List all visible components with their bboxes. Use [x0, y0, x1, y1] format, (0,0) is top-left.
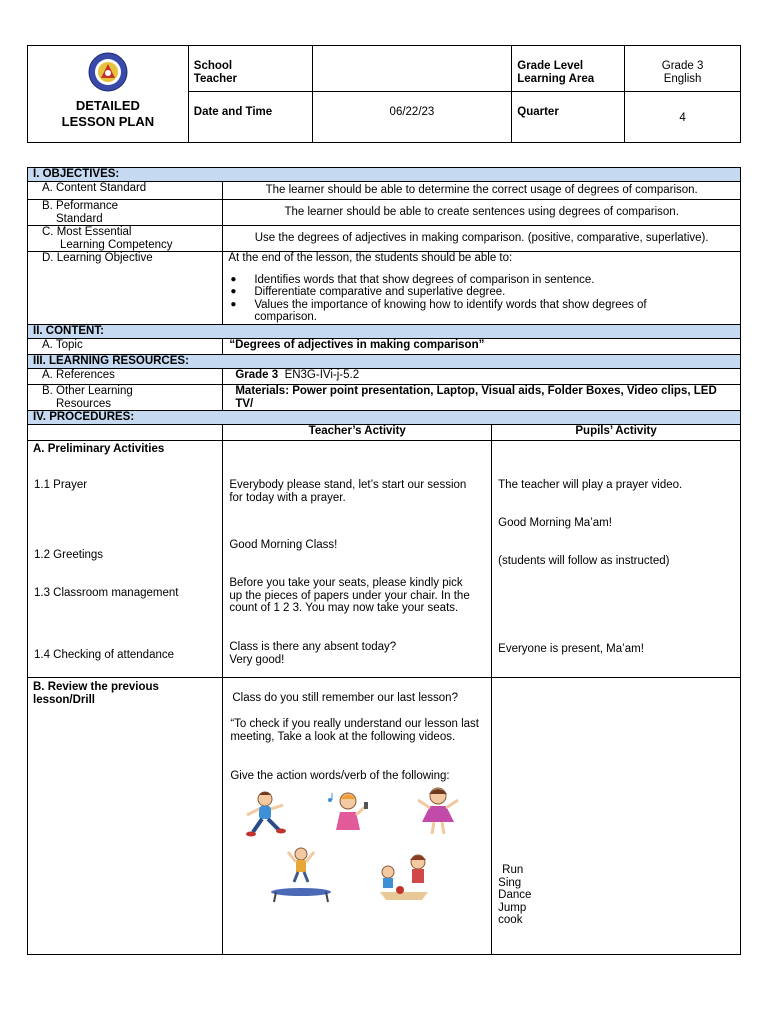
- teacher-preliminary-cell: [223, 441, 492, 678]
- other-resources-value: Materials: Power point presentation, Laptop, Visual aids, Folder Boxes, Video clips, LED TV/: [223, 385, 741, 411]
- topic-value: “Degrees of adjectives in making comparison”: [223, 339, 741, 355]
- learning-objective-cell: [223, 252, 741, 325]
- preliminary-activities-label: A. Preliminary Activities: [33, 443, 165, 455]
- pupil-preliminary-cell: [492, 441, 741, 678]
- preliminary-activities-cell: [28, 441, 223, 678]
- doc-title-line1: DETAILED: [75, 97, 140, 113]
- melc-value: Use the degrees of adjectives in making comparison. (positive, comparative, superlative).: [223, 226, 741, 252]
- teacher-activity-header: Teacher’s Activity: [223, 425, 492, 441]
- learning-objective-intro: At the end of the lesson, the students should be able to:: [228, 252, 513, 264]
- cooking-kids-picture: [370, 850, 440, 904]
- references-label: A. References: [28, 369, 223, 385]
- melc-label: C. Most Essential Learning Competency: [28, 226, 223, 252]
- performance-standard-label: B. Peformance Standard: [28, 200, 223, 226]
- jumping-kid-picture: [266, 846, 336, 904]
- topic-label: A. Topic: [28, 339, 223, 355]
- grade-level-label: Grade Level: [517, 60, 584, 72]
- answer-item: Jump: [498, 901, 527, 914]
- quarter-label: Quarter: [512, 92, 625, 143]
- title-cell: [28, 46, 189, 143]
- header-table: [27, 45, 741, 143]
- review-question: Class do you still remember our last lesson?: [232, 692, 458, 704]
- resources-heading: III. LEARNING RESOURCES:: [28, 355, 741, 369]
- procedures-heading: IV. PROCEDURES:: [28, 411, 741, 425]
- prayer-label: 1.1 Prayer: [34, 479, 88, 491]
- classroom-management-label: 1.3 Classroom management: [34, 587, 179, 599]
- performance-standard-value: The learner should be able to create sentences using degrees of comparison.: [223, 200, 741, 226]
- review-label: B. Review the previous lesson/Drill: [28, 678, 223, 955]
- attendance-label: 1.4 Checking of attendance: [34, 649, 175, 661]
- school-teacher-value: [312, 46, 512, 92]
- learning-area-value: English: [663, 72, 702, 85]
- answer-item: cook: [498, 914, 523, 926]
- doc-title-line2: LESSON PLAN: [61, 113, 155, 129]
- school-teacher-labels: [188, 46, 312, 92]
- answer-item: Sing: [498, 876, 522, 889]
- pupils-activity-header: Pupils’ Activity: [492, 425, 741, 441]
- list-item: ● Identifies words that that show degrees of comparison in sentence.: [228, 274, 735, 287]
- review-instruction: Give the action words/verb of the following:: [230, 770, 450, 782]
- content-heading: II. CONTENT:: [28, 325, 741, 339]
- objectives-heading: I. OBJECTIVES:: [28, 168, 741, 182]
- school-label: School: [193, 60, 233, 72]
- pupil-follow: (students will follow as instructed): [498, 555, 670, 567]
- list-item: ● Differentiate comparative and superlative degree.: [228, 286, 735, 299]
- pupil-attendance: Everyone is present, Ma’am!: [498, 643, 644, 655]
- review-check: “To check if you really understand our lesson last meeting, Take a look at the following videos.: [230, 718, 479, 743]
- running-kid-picture: [233, 790, 293, 840]
- pupil-review-cell: [492, 678, 741, 955]
- teacher-attendance: Class is there any absent today? Very good!: [229, 641, 397, 666]
- quarter-value: 4: [625, 92, 741, 143]
- greetings-label: 1.2 Greetings: [34, 549, 104, 561]
- other-resources-label: B. Other Learning Resources: [28, 385, 223, 411]
- pupil-prayer: The teacher will play a prayer video.: [498, 479, 683, 491]
- date-value: 06/22/23: [312, 92, 512, 143]
- singing-kid-picture: [320, 790, 380, 840]
- dancing-kid-picture: [408, 786, 468, 840]
- content-standard-value: The learner should be able to determine the correct usage of degrees of comparison.: [223, 182, 741, 200]
- answer-item: Dance: [498, 889, 532, 901]
- deped-seal-logo: [88, 52, 128, 92]
- pupil-greeting: Good Morning Ma’am!: [498, 517, 612, 529]
- grade-area-values: [625, 46, 741, 92]
- teacher-classroom: Before you take your seats, please kindly pick up the pieces of papers under your chair. In the count of 1 2 3. You may now take your seats.: [229, 577, 470, 614]
- teacher-review-cell: [223, 678, 492, 955]
- procedures-blank-header: [28, 425, 223, 441]
- content-standard-label: A. Content Standard: [28, 182, 223, 200]
- list-item: ● Values the importance of knowing how to identify words that show degrees of comparison.: [228, 299, 684, 324]
- references-value: Grade 3 EN3G-IVi-j-5.2: [223, 369, 741, 385]
- grade-level-value: Grade 3: [661, 60, 704, 72]
- grade-area-labels: [512, 46, 625, 92]
- teacher-prayer: Everybody please stand, let’s start our session for today with a prayer.: [229, 479, 467, 504]
- learning-objective-list: [228, 274, 735, 324]
- answer-item: Run: [502, 864, 524, 876]
- learning-objective-label: D. Learning Objective: [28, 252, 223, 325]
- answer-list: [498, 864, 531, 927]
- date-label: Date and Time: [188, 92, 312, 143]
- lesson-plan-table: [27, 167, 741, 955]
- teacher-greeting: Good Morning Class!: [229, 539, 338, 551]
- learning-area-label: Learning Area: [517, 72, 595, 85]
- teacher-label: Teacher: [193, 72, 238, 85]
